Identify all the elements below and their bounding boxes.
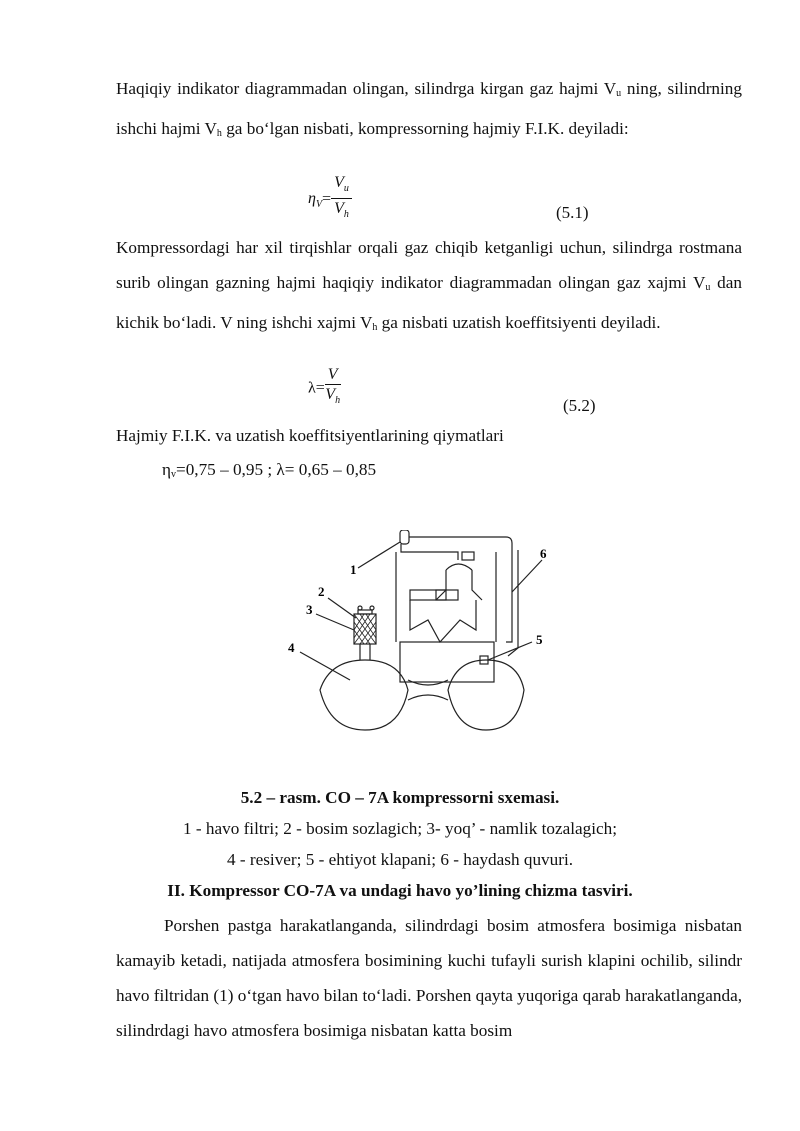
leader-line-3 (316, 614, 354, 630)
piston-path (410, 600, 476, 642)
text: dan kichik bo‘ladi. V ning ishchi xajmi V (116, 273, 742, 332)
equation-5-1 (308, 174, 352, 225)
subscript: u (616, 88, 622, 99)
equals-sign: = (322, 190, 332, 208)
denominator (331, 199, 352, 225)
numerator (331, 174, 352, 199)
text: V (334, 174, 344, 191)
label-5: 5 (536, 632, 543, 647)
leader-line-2 (328, 598, 356, 618)
leader-line-1 (358, 542, 400, 568)
text: Haqiqiy indikator diagrammadan olingan, silindrga kirgan gaz hajmi V (116, 79, 617, 98)
subscript: u (705, 282, 711, 293)
section-heading: II. Kompressor CO-7A va undagi havo yo’lining chizma tasviri. (167, 881, 633, 900)
subscript: u (343, 183, 349, 195)
lambda-symbol: λ (308, 379, 316, 397)
air-filter (400, 530, 409, 544)
text: =0,75 – 0,95 ; λ= 0,65 – 0,85 (176, 460, 377, 479)
paragraph-volumetric-efficiency (116, 71, 742, 151)
fraction (325, 366, 341, 411)
text: Kompressordagi har xil tirqishlar orqali gaz chiqib ketganligi uchun, silindrga rostmana surib olingan gazning hajmi haqiqiy indikator diagrammadan olingan gaz xajmi V (116, 238, 742, 292)
label-1: 1 (350, 562, 357, 577)
figure-caption: 5.2 – rasm. CO – 7A kompressorni sxemasi. (240, 788, 560, 807)
separator-mesh (354, 614, 376, 644)
label-3: 3 (306, 602, 313, 617)
figure-legend-line-1: 1 - havo filtri; 2 - bosim sozlagich; 3- yoq’ - namlik tozalagich; (182, 819, 618, 838)
equation-5-2 (308, 366, 341, 411)
text: ga bo‘lgan nisbati, kompressorning hajmiy F.I.K. deyiladi: (221, 119, 629, 138)
compressor-schematic (270, 530, 570, 760)
text: ning, silindrning ishchi hajmi V (116, 79, 742, 138)
valve (446, 564, 472, 570)
pressure-regulator (358, 606, 362, 610)
label-2: 2 (318, 584, 325, 599)
fraction (331, 174, 352, 225)
cylinder-block-mid (436, 590, 458, 600)
leader-line-4 (300, 652, 350, 680)
discharge-pipe-outer (508, 550, 518, 656)
leader-line-6 (512, 560, 542, 592)
paragraph-delivery-coefficient (116, 230, 742, 345)
figure-legend-line-2: 4 - resiver; 5 - ehtiyot klapani; 6 - haydash quvuri. (226, 850, 574, 869)
separator-cap (358, 610, 372, 614)
text: ga nisbati uzatish koeffitsiyenti deyiladi. (377, 313, 661, 332)
subscript: h (372, 322, 378, 333)
values-line (162, 460, 376, 480)
equation-number: (5.1) (556, 203, 589, 222)
cylinder (436, 570, 482, 600)
receiver-right (448, 660, 524, 730)
equation-number: (5.2) (563, 396, 596, 415)
subscript: h (335, 395, 341, 407)
text: V (334, 200, 344, 218)
subscript: h (343, 209, 349, 221)
cylinder-head (462, 552, 474, 560)
leader-line-5 (488, 642, 532, 660)
label-4: 4 (288, 640, 295, 655)
eta-symbol: η (308, 189, 316, 207)
denominator (325, 385, 341, 411)
label-6: 6 (540, 546, 547, 561)
pressure-regulator (370, 606, 374, 610)
text: V (325, 386, 336, 403)
equals-sign: = (315, 379, 325, 397)
subscript: V (315, 198, 323, 210)
eta-symbol: η (162, 460, 171, 479)
pipe (360, 644, 370, 660)
subscript: h (216, 128, 222, 139)
numerator: V (325, 366, 341, 385)
paragraph-operation: Porshen pastga harakatlanganda, silindrdagi bosim atmosfera bosimiga nisbatan kamayib ketadi, natijada atmosfera bosimining kuchi tufayli surish klapini ochilib, silindr havo filtridan (1) o‘tgan havo bilan to‘ladi. Porshen qayta yuqoriga qarab harakatlanganda, silindrdagi havo atmosfera bosimiga nisbatan katta bosim (116, 916, 742, 1040)
subscript: v (171, 469, 176, 480)
values-heading: Hajmiy F.I.K. va uzatish koeffitsiyentlarining qiymatlari (116, 426, 504, 445)
receiver-connector (408, 680, 448, 700)
pipe (401, 544, 458, 560)
